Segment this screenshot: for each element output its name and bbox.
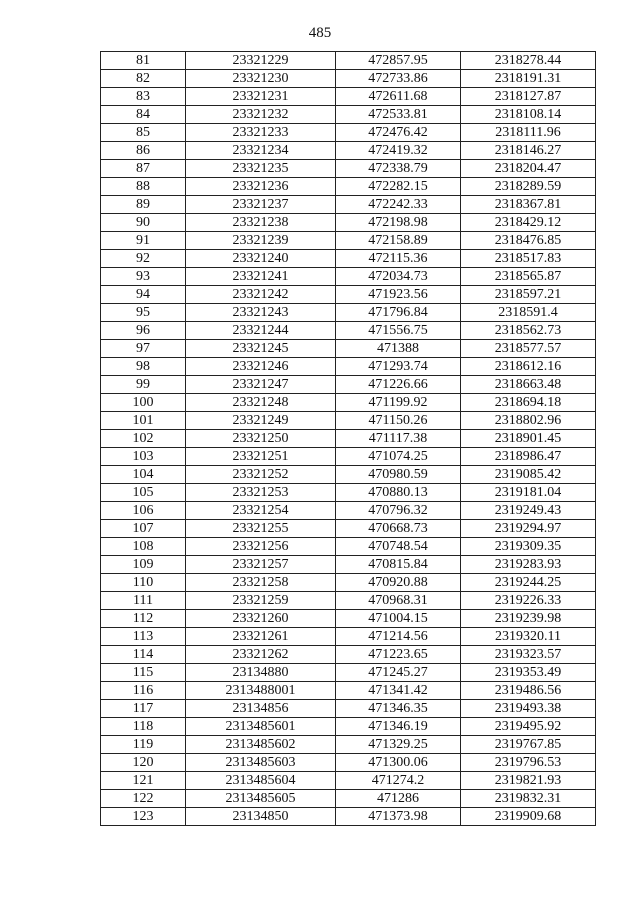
x-coordinate-cell: 472115.36 [336,250,461,268]
table-row [101,52,596,70]
x-coordinate-cell: 471199.92 [336,394,461,412]
row-number-cell: 85 [101,124,186,142]
point-id-cell: 2313485604 [186,772,336,790]
y-coordinate-cell: 2319249.43 [461,502,596,520]
y-coordinate-cell: 2319181.04 [461,484,596,502]
row-number-cell: 93 [101,268,186,286]
x-coordinate-cell: 472533.81 [336,106,461,124]
x-coordinate-cell: 471226.66 [336,376,461,394]
table-row [101,214,596,232]
x-coordinate-cell: 470748.54 [336,538,461,556]
table-row [101,772,596,790]
y-coordinate-cell: 2319493.38 [461,700,596,718]
table-row [101,574,596,592]
table-row [101,736,596,754]
row-number-cell: 113 [101,628,186,646]
row-number-cell: 92 [101,250,186,268]
table-row [101,448,596,466]
row-number-cell: 98 [101,358,186,376]
y-coordinate-cell: 2318367.81 [461,196,596,214]
y-coordinate-cell: 2319294.97 [461,520,596,538]
table-row [101,466,596,484]
y-coordinate-cell: 2319767.85 [461,736,596,754]
row-number-cell: 88 [101,178,186,196]
x-coordinate-cell: 471388 [336,340,461,358]
table-row [101,358,596,376]
x-coordinate-cell: 471346.35 [336,700,461,718]
y-coordinate-cell: 2318127.87 [461,88,596,106]
table-row [101,808,596,826]
table-row [101,610,596,628]
point-id-cell: 23321250 [186,430,336,448]
table-row [101,232,596,250]
y-coordinate-cell: 2319239.98 [461,610,596,628]
row-number-cell: 117 [101,700,186,718]
point-id-cell: 23321248 [186,394,336,412]
row-number-cell: 114 [101,646,186,664]
point-id-cell: 23321231 [186,88,336,106]
point-id-cell: 23321259 [186,592,336,610]
x-coordinate-cell: 471245.27 [336,664,461,682]
x-coordinate-cell: 472611.68 [336,88,461,106]
table-row [101,502,596,520]
y-coordinate-cell: 2318802.96 [461,412,596,430]
x-coordinate-cell: 472338.79 [336,160,461,178]
x-coordinate-cell: 471796.84 [336,304,461,322]
x-coordinate-cell: 471556.75 [336,322,461,340]
x-coordinate-cell: 471346.19 [336,718,461,736]
row-number-cell: 101 [101,412,186,430]
point-id-cell: 23321235 [186,160,336,178]
y-coordinate-cell: 2318108.14 [461,106,596,124]
table-row [101,286,596,304]
y-coordinate-cell: 2318591.4 [461,304,596,322]
point-id-cell: 2313485605 [186,790,336,808]
y-coordinate-cell: 2318562.73 [461,322,596,340]
x-coordinate-cell: 472476.42 [336,124,461,142]
table-row [101,538,596,556]
x-coordinate-cell: 471074.25 [336,448,461,466]
table-row [101,196,596,214]
x-coordinate-cell: 471341.42 [336,682,461,700]
row-number-cell: 86 [101,142,186,160]
row-number-cell: 100 [101,394,186,412]
point-id-cell: 23321256 [186,538,336,556]
y-coordinate-cell: 2318577.57 [461,340,596,358]
table-row [101,484,596,502]
x-coordinate-cell: 471004.15 [336,610,461,628]
point-id-cell: 2313485603 [186,754,336,772]
y-coordinate-cell: 2319832.31 [461,790,596,808]
point-id-cell: 23321258 [186,574,336,592]
y-coordinate-cell: 2318289.59 [461,178,596,196]
x-coordinate-cell: 471373.98 [336,808,461,826]
row-number-cell: 120 [101,754,186,772]
y-coordinate-cell: 2318111.96 [461,124,596,142]
table-row [101,268,596,286]
table-row [101,160,596,178]
point-id-cell: 23134880 [186,664,336,682]
point-id-cell: 2313485601 [186,718,336,736]
row-number-cell: 116 [101,682,186,700]
point-id-cell: 23321240 [186,250,336,268]
point-id-cell: 23321242 [186,286,336,304]
point-id-cell: 23321236 [186,178,336,196]
row-number-cell: 111 [101,592,186,610]
row-number-cell: 122 [101,790,186,808]
y-coordinate-cell: 2319244.25 [461,574,596,592]
x-coordinate-cell: 472034.73 [336,268,461,286]
x-coordinate-cell: 470980.59 [336,466,461,484]
point-id-cell: 23321244 [186,322,336,340]
x-coordinate-cell: 471923.56 [336,286,461,304]
row-number-cell: 106 [101,502,186,520]
row-number-cell: 109 [101,556,186,574]
point-id-cell: 2313488001 [186,682,336,700]
table-row [101,754,596,772]
y-coordinate-cell: 2319323.57 [461,646,596,664]
y-coordinate-cell: 2318597.21 [461,286,596,304]
y-coordinate-cell: 2319495.92 [461,718,596,736]
x-coordinate-cell: 471117.38 [336,430,461,448]
x-coordinate-cell: 471300.06 [336,754,461,772]
table-row [101,556,596,574]
x-coordinate-cell: 472158.89 [336,232,461,250]
point-id-cell: 23321245 [186,340,336,358]
x-coordinate-cell: 470668.73 [336,520,461,538]
table-row [101,700,596,718]
table-row [101,664,596,682]
y-coordinate-cell: 2318204.47 [461,160,596,178]
point-id-cell: 23321229 [186,52,336,70]
point-id-cell: 23321257 [186,556,336,574]
point-id-cell: 23321247 [186,376,336,394]
table-row [101,520,596,538]
y-coordinate-cell: 2319486.56 [461,682,596,700]
x-coordinate-cell: 471286 [336,790,461,808]
point-id-cell: 23321249 [186,412,336,430]
y-coordinate-cell: 2318901.45 [461,430,596,448]
x-coordinate-cell: 470796.32 [336,502,461,520]
x-coordinate-cell: 471293.74 [336,358,461,376]
row-number-cell: 115 [101,664,186,682]
point-id-cell: 23321243 [186,304,336,322]
y-coordinate-cell: 2319320.11 [461,628,596,646]
y-coordinate-cell: 2318278.44 [461,52,596,70]
y-coordinate-cell: 2318146.27 [461,142,596,160]
row-number-cell: 94 [101,286,186,304]
coordinates-table-body [101,52,596,826]
page-number: 485 [308,25,332,41]
y-coordinate-cell: 2318694.18 [461,394,596,412]
table-row [101,340,596,358]
point-id-cell: 23321237 [186,196,336,214]
x-coordinate-cell: 471274.2 [336,772,461,790]
row-number-cell: 89 [101,196,186,214]
y-coordinate-cell: 2318429.12 [461,214,596,232]
point-id-cell: 23321253 [186,484,336,502]
x-coordinate-cell: 472419.32 [336,142,461,160]
table-row [101,142,596,160]
point-id-cell: 23321230 [186,70,336,88]
table-row [101,178,596,196]
y-coordinate-cell: 2318476.85 [461,232,596,250]
x-coordinate-cell: 471150.26 [336,412,461,430]
row-number-cell: 108 [101,538,186,556]
table-row [101,70,596,88]
row-number-cell: 81 [101,52,186,70]
table-row [101,394,596,412]
point-id-cell: 23134850 [186,808,336,826]
row-number-cell: 118 [101,718,186,736]
y-coordinate-cell: 2319226.33 [461,592,596,610]
x-coordinate-cell: 470968.31 [336,592,461,610]
x-coordinate-cell: 472282.15 [336,178,461,196]
row-number-cell: 84 [101,106,186,124]
coordinates-table [100,51,596,826]
y-coordinate-cell: 2319085.42 [461,466,596,484]
point-id-cell: 23321254 [186,502,336,520]
x-coordinate-cell: 471214.56 [336,628,461,646]
row-number-cell: 96 [101,322,186,340]
x-coordinate-cell: 471223.65 [336,646,461,664]
point-id-cell: 23321234 [186,142,336,160]
point-id-cell: 23134856 [186,700,336,718]
table-row [101,790,596,808]
row-number-cell: 82 [101,70,186,88]
point-id-cell: 23321233 [186,124,336,142]
x-coordinate-cell: 470920.88 [336,574,461,592]
y-coordinate-cell: 2318565.87 [461,268,596,286]
row-number-cell: 103 [101,448,186,466]
table-row [101,124,596,142]
row-number-cell: 123 [101,808,186,826]
x-coordinate-cell: 472198.98 [336,214,461,232]
point-id-cell: 23321261 [186,628,336,646]
y-coordinate-cell: 2318191.31 [461,70,596,88]
point-id-cell: 23321255 [186,520,336,538]
row-number-cell: 95 [101,304,186,322]
table-row [101,250,596,268]
row-number-cell: 91 [101,232,186,250]
row-number-cell: 83 [101,88,186,106]
table-row [101,88,596,106]
x-coordinate-cell: 472857.95 [336,52,461,70]
point-id-cell: 23321252 [186,466,336,484]
x-coordinate-cell: 471329.25 [336,736,461,754]
y-coordinate-cell: 2319909.68 [461,808,596,826]
row-number-cell: 121 [101,772,186,790]
row-number-cell: 104 [101,466,186,484]
point-id-cell: 23321251 [186,448,336,466]
y-coordinate-cell: 2319353.49 [461,664,596,682]
point-id-cell: 23321262 [186,646,336,664]
x-coordinate-cell: 470815.84 [336,556,461,574]
point-id-cell: 23321260 [186,610,336,628]
row-number-cell: 107 [101,520,186,538]
row-number-cell: 119 [101,736,186,754]
row-number-cell: 97 [101,340,186,358]
table-row [101,592,596,610]
point-id-cell: 23321246 [186,358,336,376]
table-row [101,430,596,448]
y-coordinate-cell: 2319796.53 [461,754,596,772]
y-coordinate-cell: 2318612.16 [461,358,596,376]
row-number-cell: 99 [101,376,186,394]
table-row [101,322,596,340]
point-id-cell: 2313485602 [186,736,336,754]
row-number-cell: 102 [101,430,186,448]
x-coordinate-cell: 472733.86 [336,70,461,88]
x-coordinate-cell: 472242.33 [336,196,461,214]
point-id-cell: 23321232 [186,106,336,124]
table-row [101,376,596,394]
table-row [101,646,596,664]
table-row [101,304,596,322]
table-row [101,106,596,124]
row-number-cell: 105 [101,484,186,502]
table-row [101,628,596,646]
table-row [101,682,596,700]
row-number-cell: 112 [101,610,186,628]
y-coordinate-cell: 2319821.93 [461,772,596,790]
row-number-cell: 90 [101,214,186,232]
point-id-cell: 23321239 [186,232,336,250]
y-coordinate-cell: 2318517.83 [461,250,596,268]
y-coordinate-cell: 2319309.35 [461,538,596,556]
y-coordinate-cell: 2318986.47 [461,448,596,466]
table-row [101,718,596,736]
y-coordinate-cell: 2318663.48 [461,376,596,394]
table-row [101,412,596,430]
y-coordinate-cell: 2319283.93 [461,556,596,574]
row-number-cell: 110 [101,574,186,592]
x-coordinate-cell: 470880.13 [336,484,461,502]
row-number-cell: 87 [101,160,186,178]
point-id-cell: 23321238 [186,214,336,232]
point-id-cell: 23321241 [186,268,336,286]
